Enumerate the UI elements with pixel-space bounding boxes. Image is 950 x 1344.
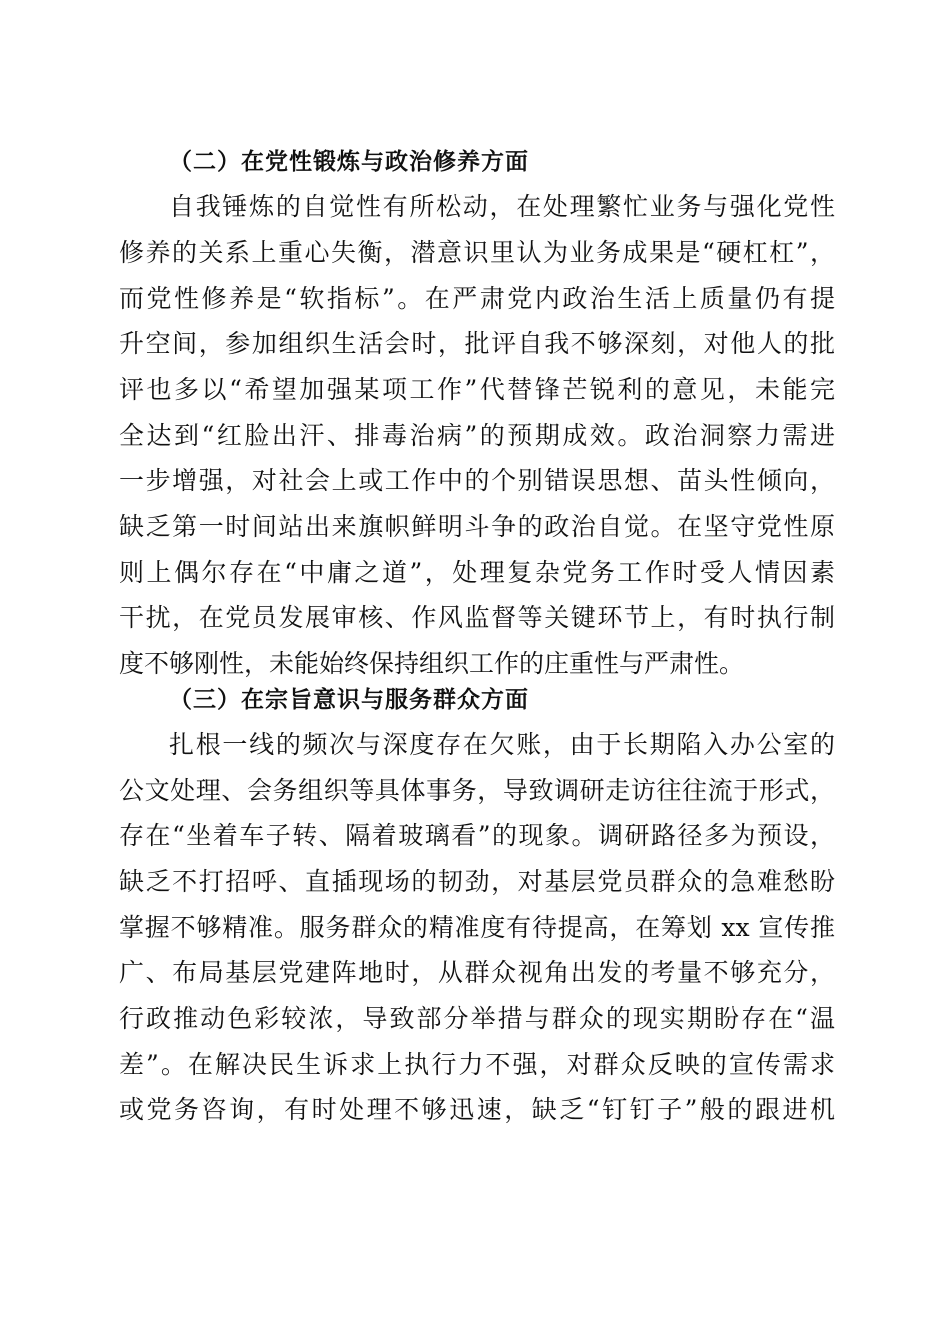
- paragraph-line: 扎根一线的频次与深度存在欠账，由于长期陷入办公室的: [169, 730, 835, 759]
- paragraph-line: 而党性修养是“软指标”。在严肃党内政治生活上质量仍有提: [119, 284, 835, 313]
- paragraph-line: 公文处理、会务组织等具体事务，导致调研走访往往流于形式，: [119, 776, 835, 805]
- paragraph-line: 则上偶尔存在“中庸之道”，处理复杂党务工作时受人情因素: [119, 558, 835, 587]
- paragraph-line: 广、布局基层党建阵地时，从群众视角出发的考量不够充分，: [119, 958, 835, 987]
- section-heading-3: （三）在宗旨意识与服务群众方面: [169, 686, 529, 713]
- paragraph-line: 或党务咨询，有时处理不够迅速，缺乏“钉钉子”般的跟进机: [119, 1095, 835, 1124]
- paragraph-line: 存在“坐着车子转、隔着玻璃看”的现象。调研路径多为预设，: [119, 821, 835, 850]
- paragraph-line: 度不够刚性，未能始终保持组织工作的庄重性与严肃性。: [119, 649, 745, 678]
- paragraph-line: 干扰，在党员发展审核、作风监督等关键环节上，有时执行制: [119, 603, 835, 632]
- paragraph-line: 缺乏不打招呼、直插现场的韧劲，对基层党员群众的急难愁盼: [119, 867, 835, 896]
- paragraph-line: 自我锤炼的自觉性有所松动，在处理繁忙业务与强化党性: [169, 192, 835, 221]
- paragraph-line: 缺乏第一时间站出来旗帜鲜明斗争的政治自觉。在坚守党性原: [119, 512, 835, 541]
- paragraph-line: 评也多以“希望加强某项工作”代替锋芒锐利的意见，未能完: [119, 375, 835, 404]
- paragraph-line: 升空间，参加组织生活会时，批评自我不够深刻，对他人的批: [119, 329, 835, 358]
- paragraph-line: 全达到“红脸出汗、排毒治病”的预期成效。政治洞察力需进: [119, 421, 835, 450]
- paragraph-line: 一步增强，对社会上或工作中的个别错误思想、苗头性倾向，: [119, 466, 835, 495]
- paragraph-line: 行政推动色彩较浓，导致部分举措与群众的现实期盼存在“温: [119, 1004, 835, 1033]
- paragraph-line: 掌握不够精准。服务群众的精准度有待提高，在筹划 xx 宣传推: [119, 913, 835, 942]
- paragraph-line: 修养的关系上重心失衡，潜意识里认为业务成果是“硬杠杠”，: [119, 238, 835, 267]
- paragraph-line: 差”。在解决民生诉求上执行力不强，对群众反映的宣传需求: [119, 1050, 835, 1079]
- section-heading-2: （二）在党性锻炼与政治修养方面: [169, 148, 529, 175]
